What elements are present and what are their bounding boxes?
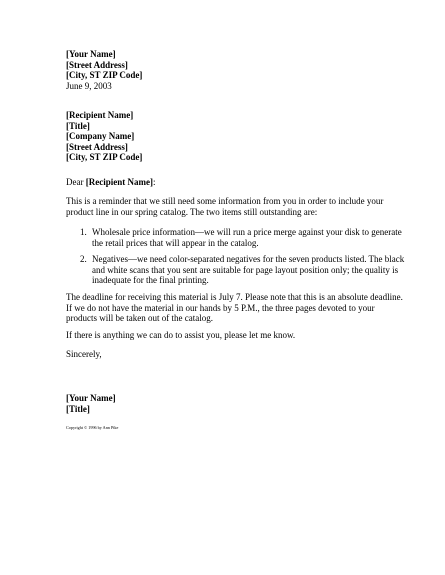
signature-block xyxy=(66,393,406,414)
copyright-notice: Copyright © 1996 by Ann Pike xyxy=(66,425,119,430)
signature-name: [Your Name] xyxy=(66,393,116,403)
salutation-suffix: : xyxy=(152,177,156,187)
list-item-text: Wholesale price information—we will run a price merge against your disk to generate the retail prices that will appear in the catalog. xyxy=(92,227,402,248)
recipient-address-block xyxy=(66,110,406,163)
salutation xyxy=(66,177,406,188)
salutation-name: [Recipient Name] xyxy=(85,177,153,187)
salutation-prefix: Dear xyxy=(66,177,86,187)
sender-name: [Your Name] xyxy=(66,49,116,59)
recipient-city: [City, ST ZIP Code] xyxy=(66,152,143,162)
assistance-paragraph: If there is anything we can do to assist you, please let me know. xyxy=(66,330,296,340)
intro-paragraph: This is a reminder that we still need some information from you in order to include your product line in our spring catalog. The two items still outstanding are: xyxy=(66,196,384,217)
list-item xyxy=(80,254,405,286)
deadline-paragraph: The deadline for receiving this material is July 7. Please note that this is an absolute deadline. If we do not have the material in our hands by 5 P.M., the three pages devoted to your products will be taken out of the catalog. xyxy=(66,292,403,323)
closing-line: Sincerely, xyxy=(66,349,102,359)
sender-address-block xyxy=(66,49,406,91)
list-item xyxy=(80,227,405,248)
list-item-number: 2. xyxy=(80,254,87,264)
sender-street: [Street Address] xyxy=(66,59,128,70)
signature-title: [Title] xyxy=(66,403,90,414)
list-item-number: 1. xyxy=(80,227,87,237)
recipient-name: [Recipient Name] xyxy=(66,110,134,120)
sender-city: [City, ST ZIP Code] xyxy=(66,70,143,80)
recipient-company: [Company Name] xyxy=(66,131,135,141)
recipient-street: [Street Address] xyxy=(66,141,128,152)
letter-date: June 9, 2003 xyxy=(66,80,112,91)
list-item-text: Negatives—we need color-separated negatives for the seven products listed. The black and white scans that you sent are suitable for page layout position only; the quality is inadequate for the final printing. xyxy=(92,254,405,285)
recipient-title: [Title] xyxy=(66,120,90,131)
